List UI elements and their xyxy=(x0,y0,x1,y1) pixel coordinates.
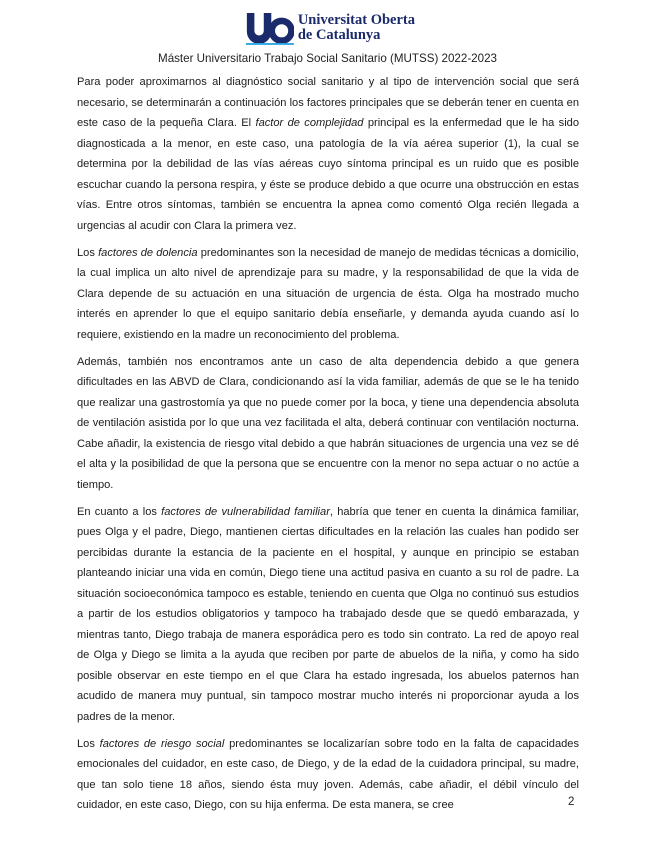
paragraph-text: , habría que tener en cuenta la dinámica familiar, pues Olga y el padre, Diego, mantienen ciertas dificultades en la relación las cuales han podido ser percibidas durante la estancia de la paciente en el hospital, y aunque en principio se estaban planteando iniciar una vida en común, Diego tiene una actitud pasiva en cuanto a su rol de padre. La situación socioeconómica tampoco es estable, teniendo en cuenta que Olga no continuó sus estudios a partir de los estudios obligatorios y tampoco ha trabajado desde que se quedó embarazada, y mientras tanto, Diego trabaja de manera esporádica pero es todo sin contrato. La red de apoyo real de Olga y Diego se limita a la ayuda que reciben por parte de abuelos de la niña, y como ha sido posible observar en este tiempo en el que Clara ha estado ingresada, los abuelos paternos han acudido de manera muy puntual, sin tampoco mostrar mucho interés ni proporcionar ayuda a los padres de la menor. xyxy=(77,505,579,723)
document-body xyxy=(77,72,579,822)
emphasis-term: factores de riesgo social xyxy=(99,737,225,750)
paragraph-text: En cuanto a los xyxy=(77,505,162,518)
paragraph-text: Para poder aproximarnos al diagnóstico social sanitario y al tipo de intervención social que será necesario, se determinarán a continuación los factores principales que se deberán tener en cuenta en este caso de la pequeña Clara. El xyxy=(77,76,579,129)
paragraph-text: Además, también nos encontramos ante un caso de alta dependencia debido a que genera dificultades en las ABVD de Clara, condicionando así la vida familiar, además de que se le ha tenido que realizar una gastrostomía ya que no puede comer por la boca, y tiene una dependencia absoluta de ventilación asistida por lo que una vez facilitada el alta, deberá continuar con ventilación nocturna. Cabe añadir, la existencia de riesgo vital debido a que habrán situaciones de urgencia una vez se dé el alta y la posibilidad de que la persona que se encuentre con la menor no sepa actuar o no actúe a tiempo. xyxy=(77,355,579,491)
paragraph-riesgo-social xyxy=(77,734,579,816)
paragraph-text: principal es la enfermedad que le ha sido diagnosticada a la menor, en este caso, una patología de la vía aérea superior (1), la cual se determina por la debilidad de las vías aéreas cuyo síntoma principal es un ruido que es posible escuchar cuando la persona respira, y éste se produce debido a que ocurre una obstrucción en estas vías. Entre otros síntomas, también se encuentra la apnea como comentó Olga recién llegada a urgencias al acudir con Clara la primera vez. xyxy=(77,117,579,232)
paragraph-text: predominantes se localizarían sobre todo en la falta de capacidades emocionales del cuidador, en este caso, de Diego, y de la edad de la cuidadora principal, su madre, que tan solo tiene 18 años, siendo ésta muy joven. Además, cabe añadir, el débil vínculo del cuidador, en este caso, Diego, con su hija enferma. De esta manera, se cree xyxy=(77,737,580,811)
paragraph-dolencia xyxy=(77,243,579,346)
paragraph-complejidad xyxy=(77,72,579,236)
paragraph-text: predominantes son la necesidad de manejo de medidas técnicas a domicilio, la cual implica un alto nivel de aprendizaje para su madre, y la responsabilidad de que la vida de Clara depende de su actuación en una situación de urgencia de ésta. Olga ha mostrado mucho interés en aprender lo que el equipo sanitario debía enseñarle, y demanda ayuda cuando así lo requiere, existiendo en la madre un reconocimiento del problema. xyxy=(77,246,579,341)
uoc-logo-text xyxy=(298,13,415,43)
emphasis-term: factores de vulnerabilidad familiar xyxy=(161,505,330,518)
paragraph-dependencia xyxy=(77,352,579,496)
emphasis-term: factores de dolencia xyxy=(98,246,198,259)
uoc-logo-mark-icon xyxy=(245,9,294,47)
emphasis-term: factor de complejidad xyxy=(255,117,364,129)
paragraph-vulnerabilidad xyxy=(77,502,579,728)
paragraph-text: Los xyxy=(77,737,100,750)
paragraph-text: Los xyxy=(77,246,99,259)
page-number: 2 xyxy=(568,796,575,808)
logo-line-1: Universitat Oberta xyxy=(297,12,415,28)
uoc-logo xyxy=(245,7,415,49)
running-header: Máster Universitario Trabajo Social Sanitario (MUTSS) 2022-2023 xyxy=(158,52,497,65)
logo-line-2: de Catalunya xyxy=(297,27,381,43)
